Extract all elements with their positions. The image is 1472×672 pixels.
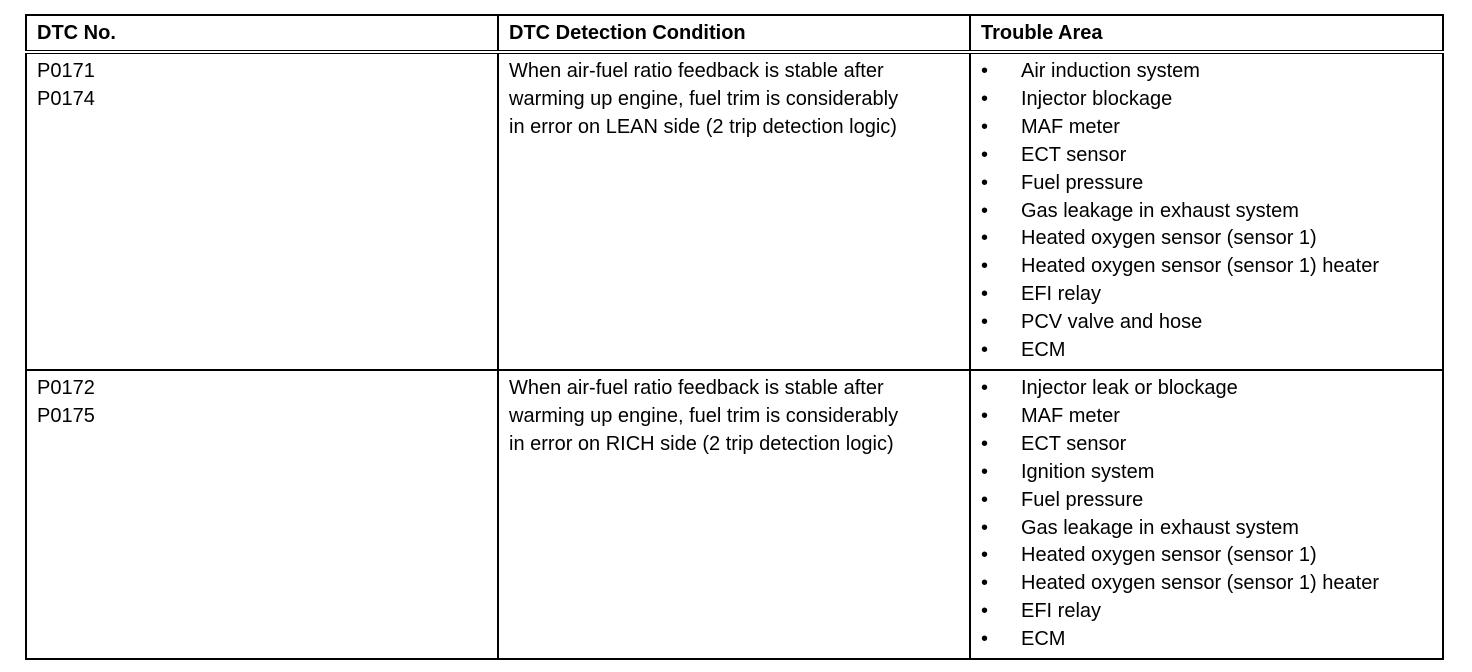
header-row (26, 15, 1443, 52)
condition-cell (498, 370, 970, 659)
dtc-codes-cell (26, 52, 498, 370)
list-item (981, 114, 1442, 142)
bullet-icon: • (981, 171, 989, 194)
trouble-area-text: Heated oxygen sensor (sensor 1) (1021, 227, 1317, 250)
trouble-area-text: EFI relay (1021, 283, 1102, 306)
condition-cell (498, 52, 970, 370)
trouble-area-cell (970, 370, 1443, 659)
bullet-icon: • (981, 143, 989, 166)
list-item (981, 281, 1442, 309)
trouble-area-text: EFI relay (1021, 600, 1102, 623)
trouble-area-text: PCV valve and hose (1021, 311, 1203, 334)
list-item (981, 459, 1442, 487)
bullet-icon: • (981, 432, 989, 455)
list-item (981, 570, 1442, 598)
condition-text: When air-fuel ratio feedback is stable after (509, 60, 884, 82)
bullet-icon: • (981, 199, 989, 222)
trouble-area-text: ECT sensor (1021, 432, 1127, 455)
list-item (981, 86, 1442, 114)
list-item (981, 225, 1442, 253)
table-row (26, 52, 1443, 370)
condition-text: When air-fuel ratio feedback is stable after (509, 376, 884, 399)
list-item (981, 542, 1442, 570)
list-item (981, 58, 1442, 86)
list-item (981, 309, 1442, 337)
dtc-code: P0172 (37, 376, 95, 399)
bullet-icon: • (981, 87, 989, 110)
bullet-icon: • (981, 283, 989, 306)
bullet-icon: • (981, 255, 989, 278)
list-item (981, 626, 1442, 654)
bullet-icon: • (981, 227, 989, 250)
trouble-area-text: Heated oxygen sensor (sensor 1) heater (1021, 572, 1379, 595)
dtc-table (25, 14, 1444, 660)
bullet-icon: • (981, 516, 989, 539)
trouble-area-text: Fuel pressure (1021, 171, 1144, 194)
bullet-icon: • (981, 339, 989, 362)
bullet-icon: • (981, 544, 989, 567)
list-item (981, 142, 1442, 170)
trouble-area-text: Gas leakage in exhaust system (1021, 199, 1299, 222)
trouble-area-list (981, 58, 1442, 365)
condition-text: warming up engine, fuel trim is considerably (509, 87, 899, 110)
header-dtc-no: DTC No. (26, 15, 498, 52)
list-item (981, 515, 1442, 543)
header-detection-condition: DTC Detection Condition (498, 15, 970, 52)
header-trouble-area: Trouble Area (970, 15, 1443, 52)
trouble-area-text: Air induction system (1021, 60, 1200, 82)
list-item (981, 170, 1442, 198)
dtc-codes-cell (26, 370, 498, 659)
condition-text: in error on LEAN side (2 trip detection logic) (509, 115, 897, 138)
condition-text: in error on RICH side (2 trip detection logic) (509, 432, 894, 455)
bullet-icon: • (981, 572, 989, 595)
list-item (981, 403, 1442, 431)
bullet-icon: • (981, 376, 989, 399)
bullet-icon: • (981, 311, 989, 334)
list-item (981, 198, 1442, 226)
trouble-area-list (981, 375, 1442, 654)
bullet-icon: • (981, 115, 989, 138)
dtc-code: P0174 (37, 87, 95, 110)
trouble-area-text: ECM (1021, 339, 1066, 362)
trouble-area-text: ECM (1021, 628, 1066, 651)
list-item (981, 431, 1442, 459)
trouble-area-text: Fuel pressure (1021, 488, 1144, 511)
trouble-area-text: Injector leak or blockage (1021, 376, 1238, 399)
bullet-icon: • (981, 628, 989, 651)
table-row (26, 370, 1443, 659)
dtc-code: P0175 (37, 404, 95, 427)
dtc-code: P0171 (37, 60, 95, 82)
list-item (981, 487, 1442, 515)
list-item (981, 598, 1442, 626)
bullet-icon: • (981, 460, 989, 483)
trouble-area-text: Gas leakage in exhaust system (1021, 516, 1299, 539)
bullet-icon: • (981, 600, 989, 623)
trouble-area-text: ECT sensor (1021, 143, 1127, 166)
bullet-icon: • (981, 404, 989, 427)
trouble-area-text: Injector blockage (1021, 87, 1173, 110)
list-item (981, 375, 1442, 403)
bullet-icon: • (981, 488, 989, 511)
trouble-area-text: Ignition system (1021, 460, 1155, 483)
bullet-icon: • (981, 60, 989, 82)
list-item (981, 337, 1442, 365)
trouble-area-text: Heated oxygen sensor (sensor 1) (1021, 544, 1317, 567)
list-item (981, 253, 1442, 281)
trouble-area-text: MAF meter (1021, 115, 1120, 138)
condition-text: warming up engine, fuel trim is considerably (509, 404, 899, 427)
trouble-area-text: MAF meter (1021, 404, 1120, 427)
trouble-area-cell (970, 52, 1443, 370)
trouble-area-text: Heated oxygen sensor (sensor 1) heater (1021, 255, 1379, 278)
